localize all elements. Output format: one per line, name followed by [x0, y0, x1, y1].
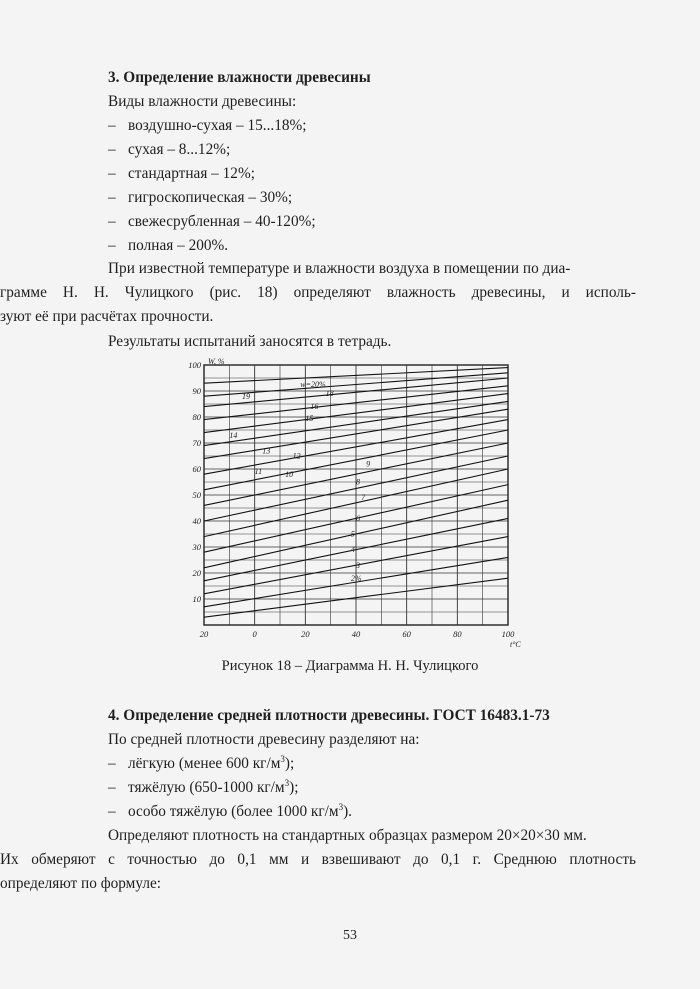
x-tick-label: 40: [351, 629, 361, 639]
curve-label: 19: [242, 391, 250, 401]
curve-label: 3: [356, 560, 360, 570]
y-tick-label: 40: [192, 516, 201, 526]
section-3-heading: 3. Определение влажности древесины: [108, 69, 371, 86]
curve-label: 11: [254, 467, 263, 477]
paragraph-line: [0, 281, 636, 305]
section-4-paragraph: [0, 824, 636, 896]
y-tick-label: 90: [192, 386, 201, 396]
paragraph-line: [0, 848, 636, 872]
paragraph-line: [0, 305, 636, 329]
y-tick-label: 10: [192, 594, 201, 604]
paragraph-line-text: определяют по формуле:: [0, 875, 162, 892]
y-tick-label: 80: [192, 412, 201, 422]
list-item-text: лёгкую (менее 600 кг/м: [128, 755, 281, 772]
list-item: – сухая – 8...12%;: [108, 141, 231, 158]
curve-label: 10: [285, 469, 294, 479]
curve-label: 9: [366, 459, 371, 469]
results-sentence: Результаты испытаний заносятся в тетрадь.: [108, 333, 392, 350]
curve-label: 13: [262, 446, 271, 456]
x-tick-label: 20: [199, 629, 209, 639]
list-item-text: полная – 200%.: [128, 237, 229, 254]
superscript: 3: [280, 753, 285, 764]
list-item-tail: ).: [343, 803, 352, 820]
list-item: – воздушно-сухая – 15...18%;: [108, 117, 307, 134]
list-item-text: особо тяжёлую (более 1000 кг/м: [128, 803, 339, 820]
paragraph-line-text: Определяют плотность на стандартных образцах размером 20×20×30 мм.: [108, 827, 587, 844]
curve-label: 18: [325, 389, 334, 399]
paragraph-line: [108, 257, 636, 281]
x-tick-label: 60: [402, 629, 411, 639]
y-tick-label: 30: [192, 542, 201, 552]
list-item: – свежесрубленная – 40-120%;: [108, 213, 316, 230]
y-tick-label: 100: [188, 360, 201, 370]
y-tick-label: 60: [192, 464, 201, 474]
section-3: [108, 66, 636, 258]
curve-label: w=20%: [300, 380, 326, 390]
list-item-text: тяжёлую (650-1000 кг/м: [128, 779, 285, 796]
x-tick-label: 80: [453, 629, 462, 639]
y-axis-label: W, %: [208, 357, 225, 366]
paragraph-line-text: При известной температуре и влажности воздуха в помещении по диа-: [108, 260, 571, 277]
figure-caption: Рисунок 18 – Диаграмма Н. Н. Чулицкого: [221, 658, 479, 674]
curve-label: 6: [356, 514, 360, 523]
paragraph-line-text: грамме Н. Н. Чулицкого (рис. 18) определяют влажность древесины, и исполь-: [0, 284, 636, 301]
y-tick-label: 50: [192, 490, 201, 500]
list-item: – тяжёлую (650-1000 $кг/м^3$);: [108, 777, 299, 796]
list-item-tail: );: [284, 755, 295, 772]
list-item-text: сухая – 8...12%;: [128, 141, 231, 158]
list-item: – стандартная – 12%;: [108, 165, 255, 182]
curve-label: 4: [350, 545, 355, 555]
superscript: 3: [338, 801, 344, 812]
list-item: – лёгкую (менее 600 $кг/м^3$);: [108, 753, 295, 772]
paragraph-line-text: Их обмеряют с точностью до 0,1 мм и взвешивают до 0,1 г. Среднюю плотность: [0, 851, 636, 868]
y-tick-label: 70: [192, 438, 201, 448]
paragraph-line: [0, 872, 636, 896]
list-item: – особо тяжёлую (более 1000 $кг/м^3$).: [108, 801, 352, 820]
x-tick-label: 20: [301, 629, 310, 639]
curve-label: 7: [361, 493, 366, 503]
paragraph-line-text: зуют её при расчётах прочности.: [0, 308, 214, 325]
list-item-text: свежесрубленная – 40-120%;: [128, 213, 316, 230]
curve-label: 12: [292, 451, 301, 461]
page-number: 53: [343, 928, 357, 943]
curve-label: 14: [229, 430, 238, 440]
x-tick-label: 100: [501, 629, 515, 639]
list-item-text: стандартная – 12%;: [128, 165, 255, 182]
curve-label: 16: [310, 402, 319, 412]
curve-label: 5: [350, 529, 355, 539]
list-item: – гигроскопическая – 30%;: [108, 189, 293, 206]
section-4-intro: По средней плотности древесину разделяют на:: [108, 731, 420, 748]
superscript: 3: [284, 777, 290, 788]
curve-label: 8: [356, 477, 360, 487]
list-item-text: гигроскопическая – 30%;: [128, 189, 293, 206]
list-item-tail: );: [289, 779, 299, 796]
section-3-paragraph: [0, 257, 636, 329]
x-tick-label: 0: [252, 629, 257, 639]
section-4-heading: 4. Определение средней плотности древесины. ГОСТ 16483.1-73: [108, 707, 550, 724]
list-item: – полная – 200%.: [108, 237, 229, 254]
curve-label: 15: [305, 413, 314, 423]
paragraph-line: [108, 824, 636, 848]
list-item-text: воздушно-сухая – 15...18%;: [128, 117, 307, 134]
y-tick-label: 20: [192, 568, 201, 578]
chulitsky-diagram: [186, 355, 526, 655]
section-3-intro: Виды влажности древесины:: [108, 93, 297, 110]
x-axis-label: t°C: [510, 640, 521, 649]
curve-label: 2%: [350, 573, 362, 583]
section-4: [108, 704, 636, 824]
